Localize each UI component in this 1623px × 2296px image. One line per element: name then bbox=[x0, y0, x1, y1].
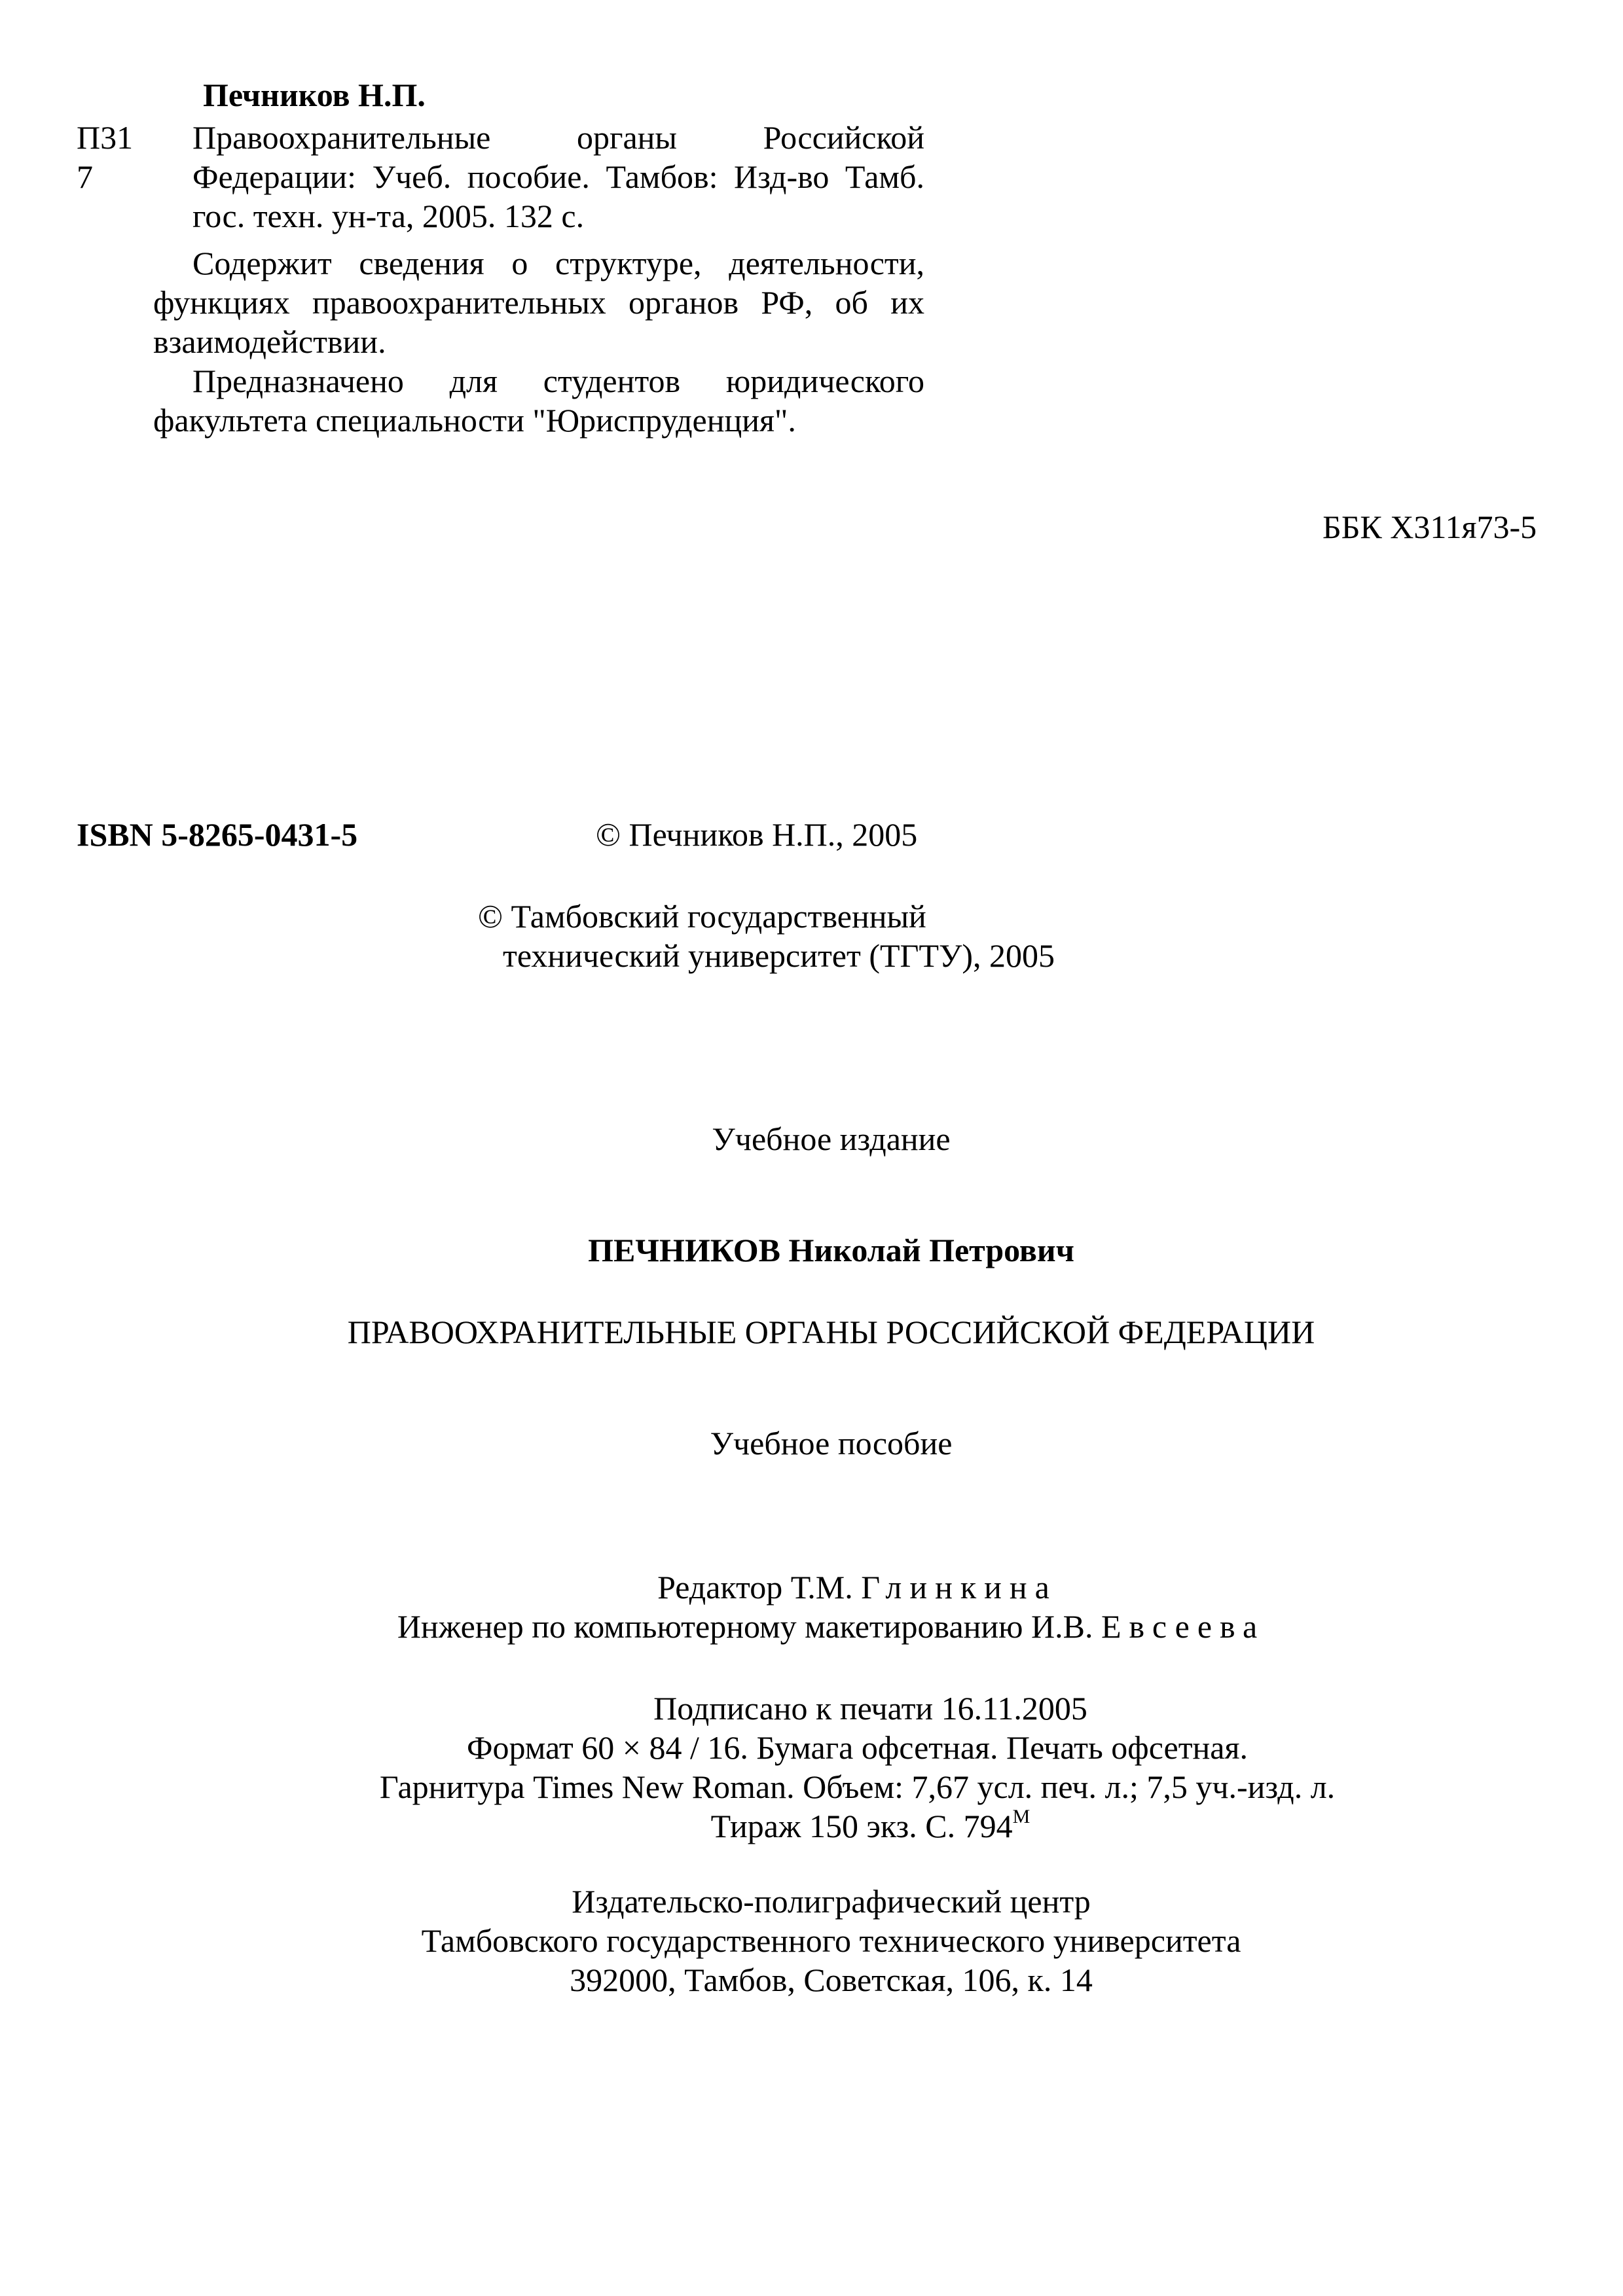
print-format: Формат 60 × 84 / 16. Бумага офсетная. Печать офсетная. bbox=[466, 1729, 1249, 1766]
edition-type-text: Учебное издание bbox=[712, 1121, 951, 1157]
abstract-content: Содержит сведения о структуре, деятельности, функциях правоохранительных органов РФ, об их взаимодействии. bbox=[153, 245, 924, 360]
editor-line bbox=[0, 1568, 1623, 1607]
isbn: ISBN 5-8265-0431-5 bbox=[77, 816, 358, 853]
copyright-institution-line-2: технический университет (ТГТУ), 2005 bbox=[503, 937, 1055, 974]
book-title bbox=[0, 1312, 1623, 1352]
bibliographic-text: Правоохранительные органы Российской Федерации: Учеб. пособие. Тамбов: Изд-во Тамб. гос. техн. ун-та, 2005. 132 с. bbox=[192, 119, 924, 234]
book-subtitle-text: Учебное пособие bbox=[710, 1425, 953, 1462]
classification-code bbox=[77, 118, 175, 196]
bibliographic-description bbox=[192, 118, 924, 236]
abstract-purpose: Предназначено для студентов юридического факультета специальности "Юриспруденция". bbox=[153, 363, 924, 439]
print-signed: Подписано к печати 16.11.2005 bbox=[653, 1690, 1087, 1727]
edition-type bbox=[0, 1119, 1623, 1158]
print-info bbox=[0, 1689, 1623, 1846]
classification-code-line-2: 7 bbox=[77, 158, 93, 195]
author-full-name bbox=[0, 1230, 1623, 1270]
publisher-info bbox=[0, 1882, 1623, 2000]
editor-name: Глинкина bbox=[861, 1569, 1057, 1605]
print-run-sup: М bbox=[1012, 1806, 1030, 1827]
print-run-text: Тираж 150 экз. С. 794 bbox=[710, 1808, 1013, 1844]
engineer-line bbox=[0, 1607, 1623, 1646]
abstract-section bbox=[153, 243, 924, 440]
engineer-label: Инженер по компьютерному макетированию И.В. bbox=[397, 1608, 1093, 1645]
engineer-name: Евсеева bbox=[1101, 1608, 1266, 1645]
author-heading: Печников Н.П. bbox=[203, 77, 426, 113]
editor-label: Редактор Т.М. bbox=[657, 1569, 853, 1605]
publisher-line-3: 392000, Тамбов, Советская, 106, к. 14 bbox=[570, 1962, 1093, 1998]
copyright-institution-line-1: © Тамбовский государственный bbox=[478, 898, 926, 935]
author-full-name-text: ПЕЧНИКОВ Николай Петрович bbox=[588, 1232, 1074, 1268]
book-title-text: ПРАВООХРАНИТЕЛЬНЫЕ ОРГАНЫ РОССИЙСКОЙ ФЕДЕРАЦИИ bbox=[347, 1314, 1315, 1350]
print-font-volume: Гарнитура Times New Roman. Объем: 7,67 усл. печ. л.; 7,5 уч.-изд. л. bbox=[379, 1768, 1336, 1805]
copyright-institution bbox=[478, 897, 1055, 975]
print-run bbox=[0, 1806, 1623, 1846]
classification-code-line-1: П31 bbox=[77, 119, 134, 156]
copyright-author: © Печников Н.П., 2005 bbox=[596, 816, 918, 853]
bbk-code: ББК Х311я73-5 bbox=[1322, 509, 1537, 545]
publisher-line-2: Тамбовского государственного технического университета bbox=[421, 1922, 1241, 1959]
publisher-line-1: Издательско-полиграфический центр bbox=[572, 1883, 1091, 1920]
book-subtitle bbox=[0, 1424, 1623, 1463]
staff-credits bbox=[0, 1568, 1623, 1646]
